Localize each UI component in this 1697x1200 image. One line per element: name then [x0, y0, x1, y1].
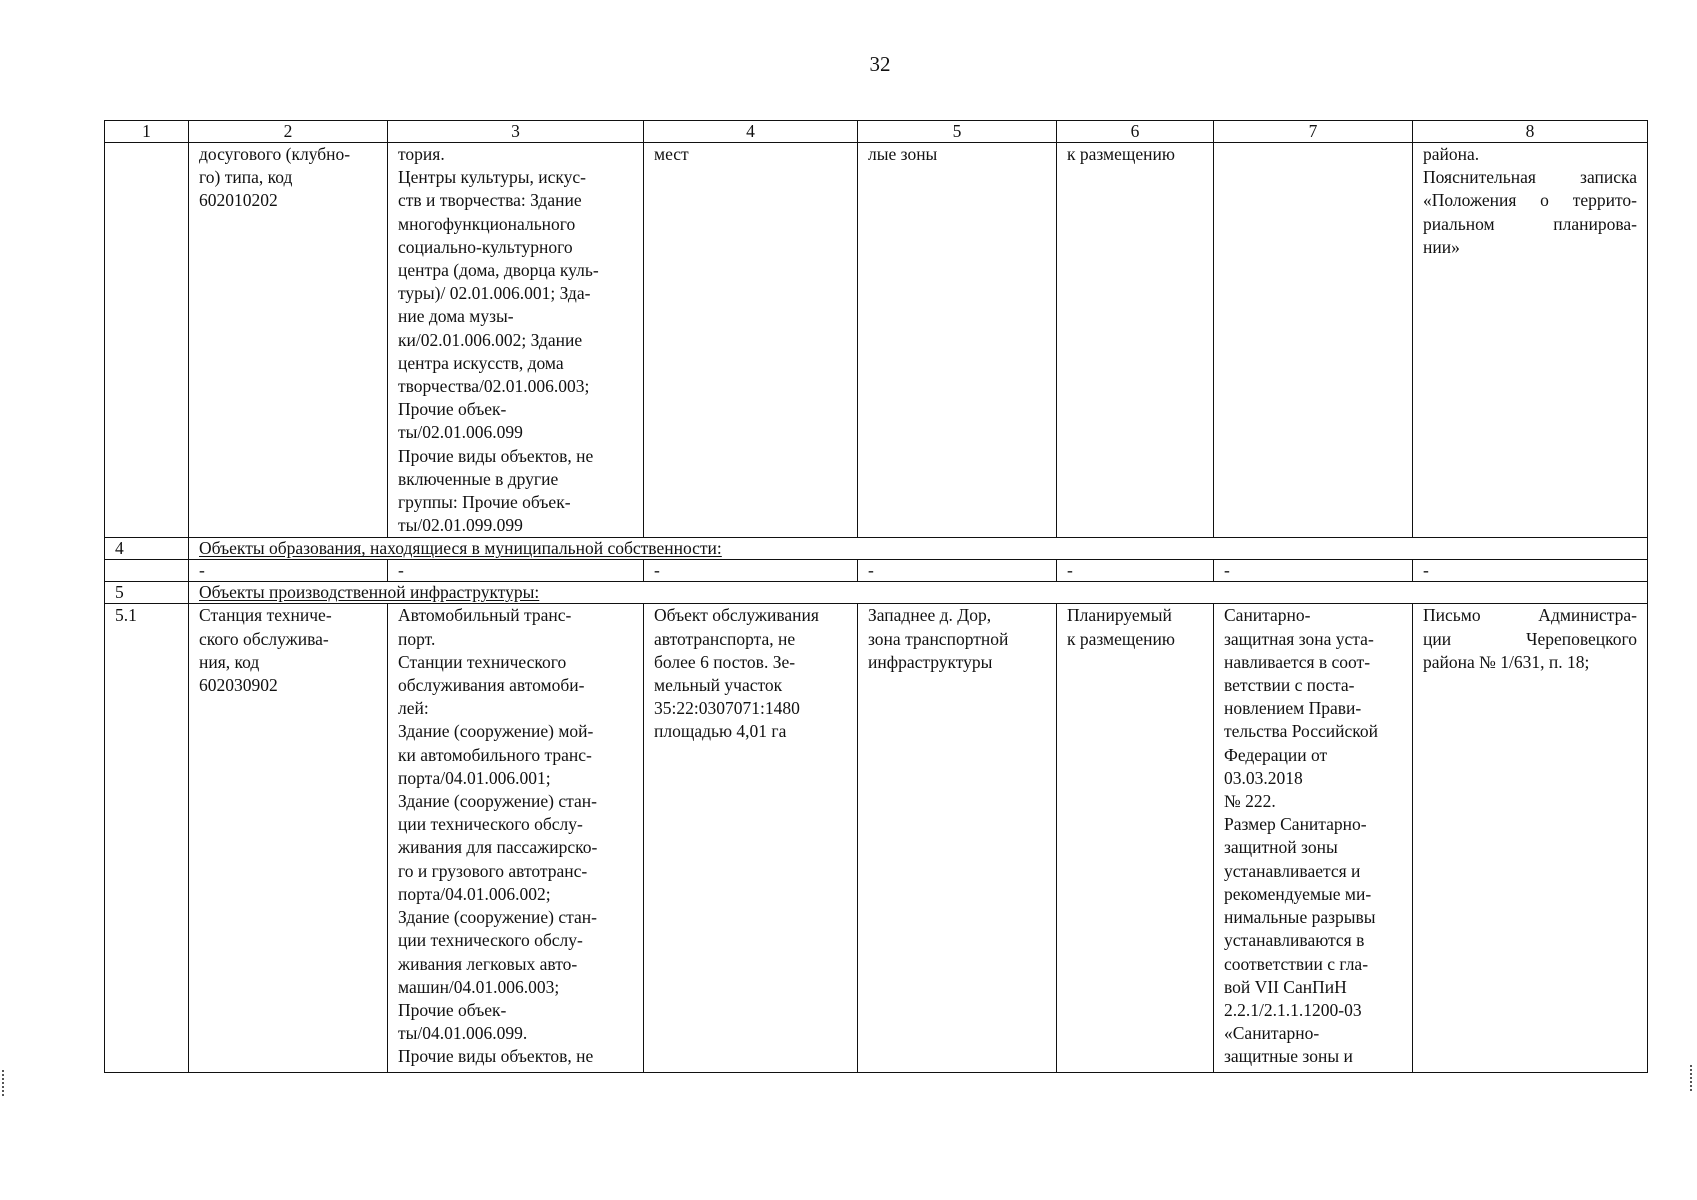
section-title: Объекты производственной инфраструктуры:	[199, 582, 540, 603]
cell-object-name	[189, 604, 388, 1073]
cell-text-line: новлением Прави-	[1224, 698, 1362, 719]
cell-text-line: ние дома музы-	[398, 306, 514, 327]
cell-text-line: защитные зоны и	[1224, 1046, 1353, 1067]
cell-text-line: обслуживания автомоби-	[398, 675, 585, 696]
cell-text-line: нии»	[1423, 236, 1460, 257]
objects-table	[104, 120, 1648, 1073]
cell-text-line: го) типа, код	[199, 167, 293, 188]
cell-text-line: включенные в другие	[398, 468, 559, 489]
cell-text-line: Санитарно-	[1224, 605, 1311, 626]
column-number: 5	[858, 121, 1057, 143]
cell-text-line: Станция техниче-	[199, 605, 332, 626]
cell-text-line: рекомендуемые ми-	[1224, 883, 1372, 904]
cell-object-purpose	[388, 143, 644, 538]
cell-text-line: Центры культуры, искус-	[398, 167, 586, 188]
cell-text-line: 35:22:0307071:1480	[654, 698, 800, 719]
cell-text-line: Здание (сооружение) стан-	[398, 907, 597, 928]
cell-text-line: Объект обслуживания	[654, 605, 819, 626]
cell-text-line: инфраструктуры	[868, 651, 993, 672]
cell-text-line: ния, код	[199, 651, 260, 672]
cell-text-line: ты/04.01.006.099.	[398, 1023, 528, 1044]
cell-text-line: ты/02.01.006.099	[398, 422, 523, 443]
cell-text-line: ветствии с поста-	[1224, 675, 1355, 696]
section-row-4	[105, 538, 1648, 560]
cell-text-line: защитной зоны	[1224, 837, 1338, 858]
cell-text-line: Прочие объек-	[398, 399, 507, 420]
cell-text-line: к размещению	[1067, 144, 1175, 164]
column-number-row	[105, 121, 1648, 143]
cell-status	[1057, 143, 1214, 538]
scan-edge-mark	[1690, 1065, 1694, 1091]
cell-text-line: ции технического обслу-	[398, 814, 583, 835]
cell-text-line: ств и творчества: Здание	[398, 190, 582, 211]
cell-text-line: Станции технического	[398, 651, 567, 672]
cell-text-line: мельный участок	[654, 675, 783, 696]
table-row-continued	[105, 143, 1648, 538]
cell-text-line: ского обслужива-	[199, 628, 329, 649]
column-number: 4	[644, 121, 858, 143]
cell-text-line: социально-культурного	[398, 236, 573, 257]
cell-text-line: к размещению	[1067, 628, 1175, 649]
cell-number: 5.1	[105, 604, 189, 1073]
dash-cell: -	[189, 560, 388, 582]
cell-text-line: мест	[654, 144, 689, 164]
column-number: 8	[1413, 121, 1648, 143]
empty-dash-row	[105, 560, 1648, 582]
cell-text-line: порта/04.01.006.002;	[398, 883, 551, 904]
column-number: 1	[105, 121, 189, 143]
table-row-5-1	[105, 604, 1648, 1073]
cell-text-line: устанавливаются в	[1224, 930, 1365, 951]
section-title: Объекты образования, находящиеся в муниципальной собственности:	[199, 538, 722, 559]
cell-text-line: лые зоны	[868, 144, 938, 164]
cell-text-line: Прочие виды объектов, не	[398, 445, 594, 466]
cell-text-line: площадью 4,01 га	[654, 721, 787, 742]
scan-edge-mark	[2, 1070, 6, 1096]
cell-text-line: «Положения о террито-	[1423, 190, 1637, 211]
cell-text-line: Прочие объек-	[398, 999, 507, 1020]
cell-text-line: Прочие виды объектов, не	[398, 1046, 594, 1067]
cell-text-line: ции технического обслу-	[398, 930, 583, 951]
section-number: 5	[105, 582, 189, 604]
cell-text-line: защитная зона уста-	[1224, 628, 1374, 649]
cell-text-line: центра (дома, дворца куль-	[398, 260, 599, 281]
section-number: 4	[105, 538, 189, 560]
page-number: 32	[869, 52, 891, 76]
cell-text-line: 602010202	[199, 190, 278, 211]
cell-status	[1057, 604, 1214, 1073]
cell-characteristics	[644, 604, 858, 1073]
cell-text-line: Автомобильный транс-	[398, 605, 572, 626]
cell-source	[1413, 604, 1648, 1073]
cell-zone	[1214, 143, 1413, 538]
cell-characteristics	[644, 143, 858, 538]
cell-text-line: соответствии с гла-	[1224, 953, 1369, 974]
cell-text-line: центра искусств, дома	[398, 352, 564, 373]
cell-text-line: автотранспорта, не	[654, 628, 796, 649]
dash-cell	[105, 560, 189, 582]
cell-text-line: риальном планирова-	[1423, 213, 1637, 234]
column-number: 3	[388, 121, 644, 143]
cell-text-line: туры)/ 02.01.006.001; Зда-	[398, 283, 591, 304]
column-number: 2	[189, 121, 388, 143]
cell-text-line: порт.	[398, 628, 436, 649]
cell-text-line: ты/02.01.099.099	[398, 515, 523, 536]
cell-text-line: более 6 постов. Зе-	[654, 651, 796, 672]
cell-text-line: тория.	[398, 144, 445, 164]
column-number: 7	[1214, 121, 1413, 143]
cell-text-line: Федерации от	[1224, 744, 1328, 765]
cell-text-line: ки автомобильного транс-	[398, 744, 592, 765]
cell-text-line: «Санитарно-	[1224, 1023, 1320, 1044]
dash-cell: -	[1057, 560, 1214, 582]
dash-cell: -	[388, 560, 644, 582]
cell-text-line: машин/04.01.006.003;	[398, 976, 560, 997]
cell-location	[858, 604, 1057, 1073]
cell-text-line: района.	[1423, 144, 1480, 164]
cell-text-line: зона транспортной	[868, 628, 1009, 649]
cell-text-line: порта/04.01.006.001;	[398, 767, 551, 788]
cell-text-line: досугового (клубно-	[199, 144, 351, 164]
cell-number	[105, 143, 189, 538]
cell-text-line: 602030902	[199, 675, 278, 696]
cell-text-line: устанавливается и	[1224, 860, 1361, 881]
cell-text-line: Западнее д. Дор,	[868, 605, 992, 626]
cell-text-line: живания для пассажирско-	[398, 837, 598, 858]
dash-cell: -	[644, 560, 858, 582]
cell-text-line: Пояснительная записка	[1423, 167, 1637, 188]
cell-text-line: го и грузового автотранс-	[398, 860, 588, 881]
cell-text-line: ции Череповецкого	[1423, 628, 1637, 649]
cell-text-line: № 222.	[1224, 791, 1276, 812]
cell-text-line: Размер Санитарно-	[1224, 814, 1367, 835]
cell-text-line: тельства Российской	[1224, 721, 1378, 742]
cell-text-line: 2.2.1/2.1.1.1200-03	[1224, 999, 1362, 1020]
cell-text-line: навливается в соот-	[1224, 651, 1371, 672]
cell-text-line: района № 1/631, п. 18;	[1423, 651, 1590, 672]
cell-text-line: многофункционального	[398, 213, 576, 234]
cell-text-line: Письмо Администра-	[1423, 605, 1637, 626]
dash-cell: -	[1214, 560, 1413, 582]
section-title-cell	[189, 582, 1648, 604]
cell-text-line: вой VII СанПиН	[1224, 976, 1347, 997]
cell-object-purpose	[388, 604, 644, 1073]
cell-text-line: нимальные разрывы	[1224, 907, 1376, 928]
cell-zone	[1214, 604, 1413, 1073]
section-row-5	[105, 582, 1648, 604]
cell-text-line: 03.03.2018	[1224, 767, 1303, 788]
cell-text-line: творчества/02.01.006.003;	[398, 376, 590, 397]
cell-source	[1413, 143, 1648, 538]
cell-text-line: живания легковых авто-	[398, 953, 578, 974]
dash-cell: -	[858, 560, 1057, 582]
cell-text-line: Здание (сооружение) стан-	[398, 791, 597, 812]
dash-cell: -	[1413, 560, 1648, 582]
section-title-cell	[189, 538, 1648, 560]
cell-text-line: лей:	[398, 698, 429, 719]
cell-text-line: ки/02.01.006.002; Здание	[398, 329, 583, 350]
cell-text-line: Планируемый	[1067, 605, 1172, 626]
column-number: 6	[1057, 121, 1214, 143]
cell-text-line: Здание (сооружение) мой-	[398, 721, 594, 742]
cell-object-name	[189, 143, 388, 538]
cell-location	[858, 143, 1057, 538]
cell-text-line: группы: Прочие объек-	[398, 492, 571, 513]
